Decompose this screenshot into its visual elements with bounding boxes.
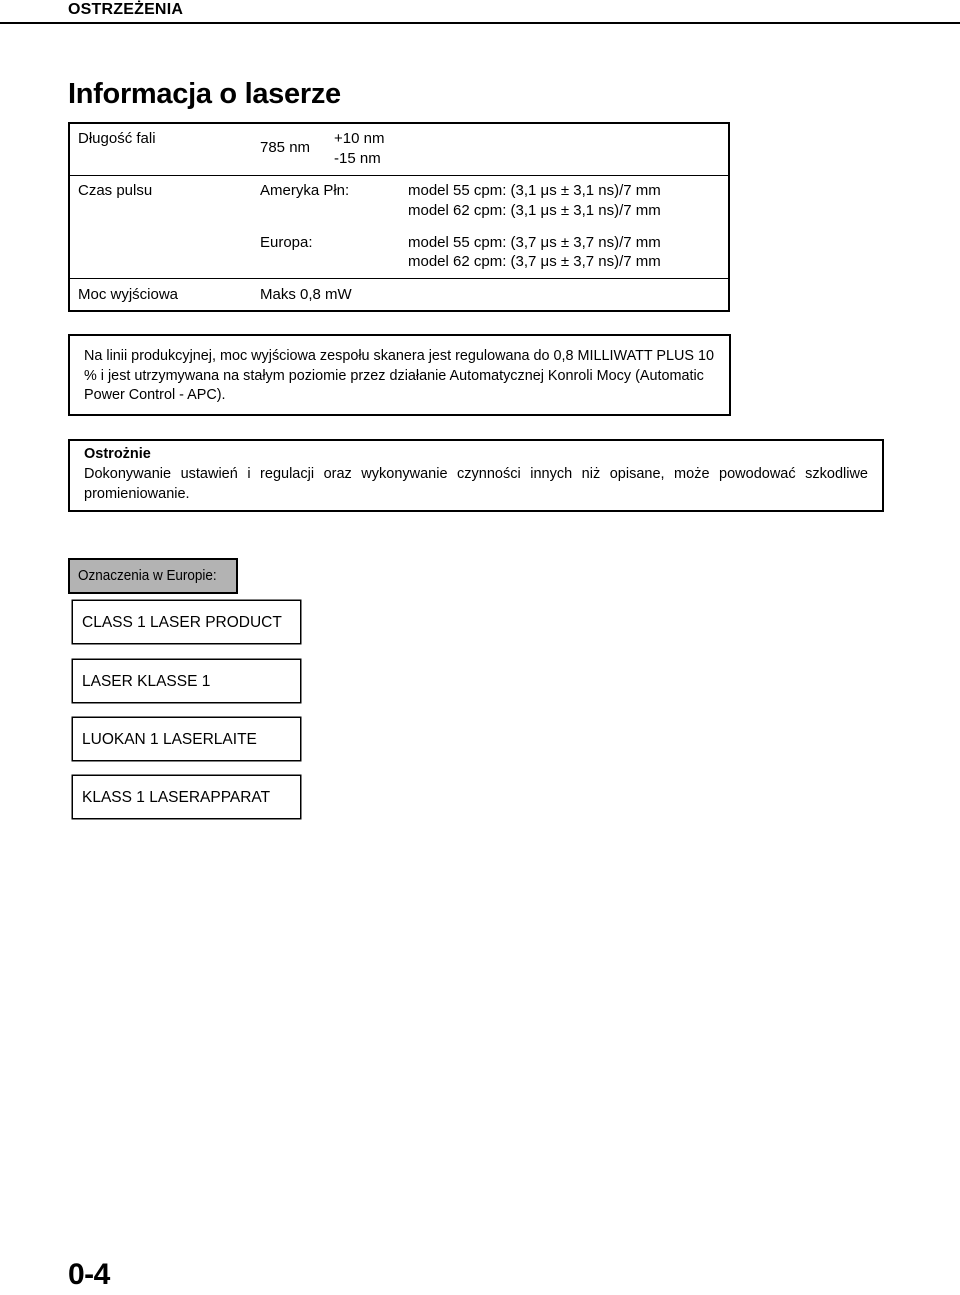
caution-body: Dokonywanie ustawień i regulacji oraz wykonywanie czynności innych niż opisane, może powodować szkodliwe promieniowanie. [84,466,868,502]
pulse-eu-line-2: model 62 cpm: (3,7 μs ± 3,7 ns)/7 mm [408,253,661,270]
production-note-box [68,334,731,416]
laser-label-box [72,717,301,761]
laser-label-box [72,600,301,644]
europe-labels-heading-text: Oznaczenia w Europie: [78,568,217,584]
laser-label-text: LUOKAN 1 LASERLAITE [82,731,257,748]
laser-spec-table [68,122,730,312]
production-note-text: Na linii produkcyjnej, moc wyjściowa zespołu skanera jest regulowana do 0,8 MILLIWATT PLUS 10 % i jest utrzymywana na stałym poziomie przez działanie Automatycznej Konroli Mocy (Automatic Power Control - APC). [84,348,715,404]
header-rule [0,22,960,24]
wavelength-tolerance-minus: -15 nm [334,150,381,167]
page-number: 0-4 [68,1258,110,1291]
section-header-label: OSTRZEŻENIA [68,1,184,18]
pulse-region-north-america: Ameryka Płn: [260,182,350,199]
table-divider [70,278,728,279]
laser-label-box [72,775,301,819]
power-label: Moc wyjściowa [78,286,179,303]
laser-label-text: LASER KLASSE 1 [82,673,211,690]
page-title: Informacja o laserze [68,78,341,110]
pulse-eu-line-1: model 55 cpm: (3,7 μs ± 3,7 ns)/7 mm [408,234,661,251]
pulse-region-europe: Europa: [260,234,313,251]
table-divider [70,175,728,176]
power-value: Maks 0,8 mW [260,286,352,303]
wavelength-label: Długość fali [78,130,156,147]
pulse-label: Czas pulsu [78,182,153,199]
wavelength-tolerance-plus: +10 nm [334,130,385,147]
caution-title: Ostrożnie [84,446,151,462]
wavelength-value: 785 nm [260,139,311,156]
laser-label-text: CLASS 1 LASER PRODUCT [82,614,282,631]
pulse-na-line-2: model 62 cpm: (3,1 μs ± 3,1 ns)/7 mm [408,202,661,219]
laser-label-box [72,659,301,703]
pulse-na-line-1: model 55 cpm: (3,1 μs ± 3,1 ns)/7 mm [408,182,661,199]
europe-labels-heading [68,558,238,594]
laser-label-text: KLASS 1 LASERAPPARAT [82,789,271,806]
caution-box [68,439,884,512]
